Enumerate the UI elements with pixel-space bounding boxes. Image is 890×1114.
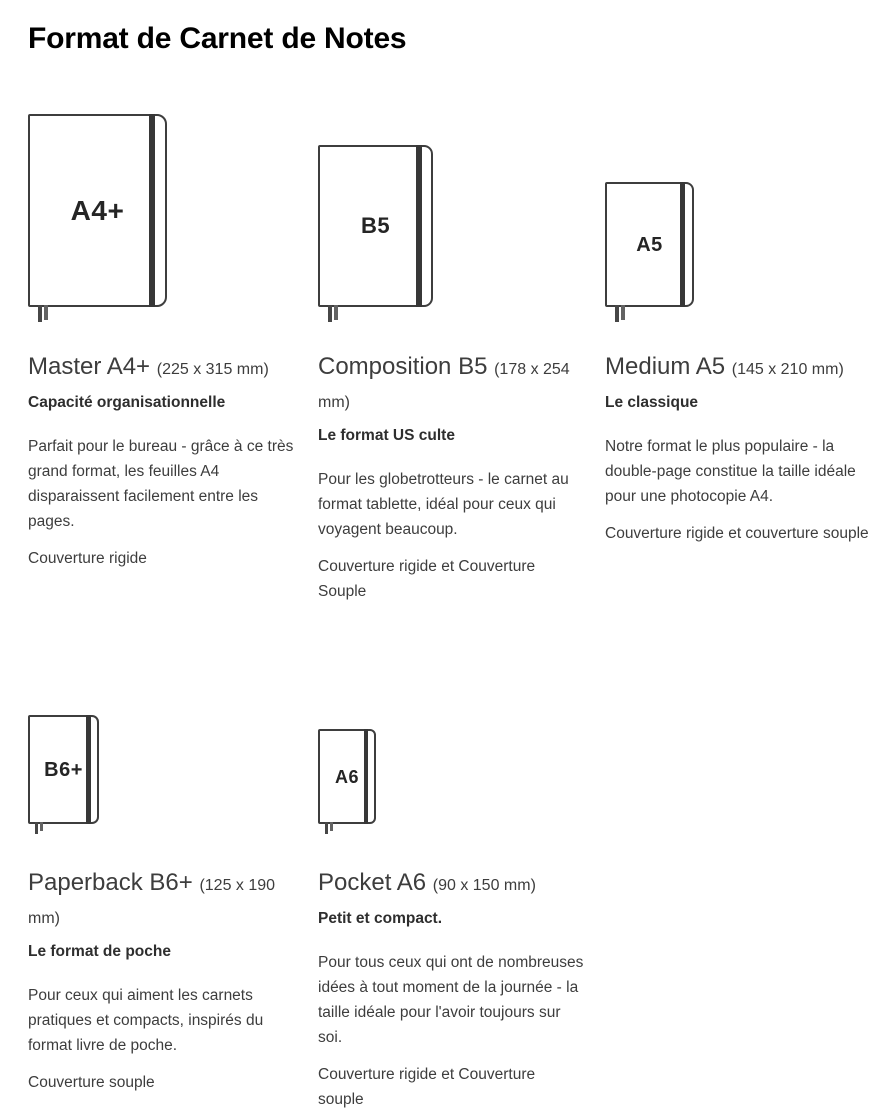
- notebook-subtitle: Petit et compact.: [318, 910, 443, 927]
- notebook-dimensions: (145 x 210 mm): [731, 361, 844, 378]
- notebook-format-label-b6plus: B6+: [44, 758, 83, 781]
- notebook-name: Paperback B6+: [28, 869, 193, 896]
- notebook-illustration-b5: [318, 145, 433, 307]
- elastic-band-a5: [680, 182, 685, 307]
- notebook-figure-a5: [605, 96, 870, 307]
- notebook-figure-a6: [318, 700, 585, 824]
- notebook-illustration-a5: [605, 182, 694, 307]
- bookmark-ribbon: [44, 305, 48, 320]
- notebook-description: Parfait pour le bureau - grâce à ce très grand format, les feuilles A4 disparaissent facilement entre les pages.: [28, 438, 294, 530]
- notebook-name: Master A4+: [28, 353, 151, 380]
- notebook-cover-type: Couverture rigide et Couverture souple: [318, 1066, 536, 1108]
- elastic-band-b5: [416, 145, 422, 307]
- bookmark-ribbon: [325, 822, 328, 834]
- notebook-cover-type: Couverture rigide: [28, 550, 147, 567]
- bookmark-ribbon: [334, 305, 338, 320]
- notebook-subtitle: Le format US culte: [318, 427, 455, 444]
- notebook-subtitle: Capacité organisationnelle: [28, 394, 226, 411]
- notebook-title-b5: [318, 352, 585, 418]
- notebook-subtitle: Le classique: [605, 394, 699, 411]
- notebook-title-b6plus: [28, 868, 298, 934]
- notebook-dimensions: (125 x 190 mm): [28, 877, 276, 927]
- elastic-band-b6plus: [86, 715, 91, 824]
- notebook-dimensions: (90 x 150 mm): [432, 877, 536, 894]
- page-title: Format de Carnet de Notes: [28, 22, 407, 55]
- bookmark-ribbon: [40, 822, 43, 831]
- notebook-format-label-a6: A6: [334, 766, 359, 787]
- notebook-description: Pour tous ceux qui ont de nombreuses idées à tout moment de la journée - la taille idéale pour l'avoir toujours sur soi.: [318, 954, 584, 1046]
- notebook-cover-type: Couverture rigide et Couverture Souple: [318, 558, 536, 600]
- notebook-name: Medium A5: [605, 353, 726, 380]
- elastic-band-a4plus: [149, 114, 155, 307]
- notebook-figure-a4plus: [28, 96, 298, 307]
- notebook-illustration-a6: [318, 729, 376, 824]
- bookmark-ribbon: [38, 305, 42, 322]
- bookmark-ribbon: [35, 822, 38, 834]
- notebook-illustration-a4plus: [28, 114, 167, 307]
- notebook-title-a4plus: [28, 352, 298, 385]
- notebook-title-a5: [605, 352, 870, 385]
- notebook-name: Composition B5: [318, 353, 488, 380]
- notebook-format-label-a5: A5: [636, 233, 663, 256]
- notebook-illustration-b6plus: [28, 715, 99, 824]
- elastic-band-a6: [364, 729, 368, 824]
- notebook-card-master-a4plus: [28, 96, 318, 700]
- notebook-figure-b5: [318, 96, 585, 307]
- bookmark-ribbon: [615, 305, 619, 322]
- notebook-title-a6: [318, 868, 585, 901]
- notebook-card-paperback-b6plus: [28, 700, 318, 1112]
- notebook-name: Pocket A6: [318, 869, 427, 896]
- notebook-dimensions: (225 x 315 mm): [156, 361, 269, 378]
- notebook-card-pocket-a6: [318, 700, 605, 1112]
- notebook-format-grid: [28, 96, 890, 1112]
- notebook-description: Pour les globetrotteurs - le carnet au format tablette, idéal pour ceux qui voyagent beaucoup.: [318, 471, 569, 538]
- notebook-card-composition-b5: [318, 96, 605, 700]
- bookmark-ribbon: [330, 822, 333, 831]
- bookmark-ribbon: [621, 305, 625, 320]
- empty-grid-cell: [605, 700, 890, 1112]
- notebook-subtitle: Le format de poche: [28, 943, 171, 960]
- notebook-dimensions: (178 x 254 mm): [318, 361, 570, 411]
- notebook-card-medium-a5: [605, 96, 890, 700]
- notebook-figure-b6plus: [28, 700, 298, 824]
- notebook-format-label-a4plus: A4+: [70, 194, 125, 226]
- bookmark-ribbon: [328, 305, 332, 322]
- notebook-description: Pour ceux qui aiment les carnets pratiques et compacts, inspirés du format livre de poche.: [28, 987, 264, 1054]
- notebook-cover-type: Couverture rigide et couverture souple: [605, 525, 869, 542]
- notebook-cover-type: Couverture souple: [28, 1074, 155, 1091]
- notebook-description: Notre format le plus populaire - la double-page constitue la taille idéale pour une photocopie A4.: [605, 438, 856, 505]
- notebook-format-label-b5: B5: [360, 213, 391, 238]
